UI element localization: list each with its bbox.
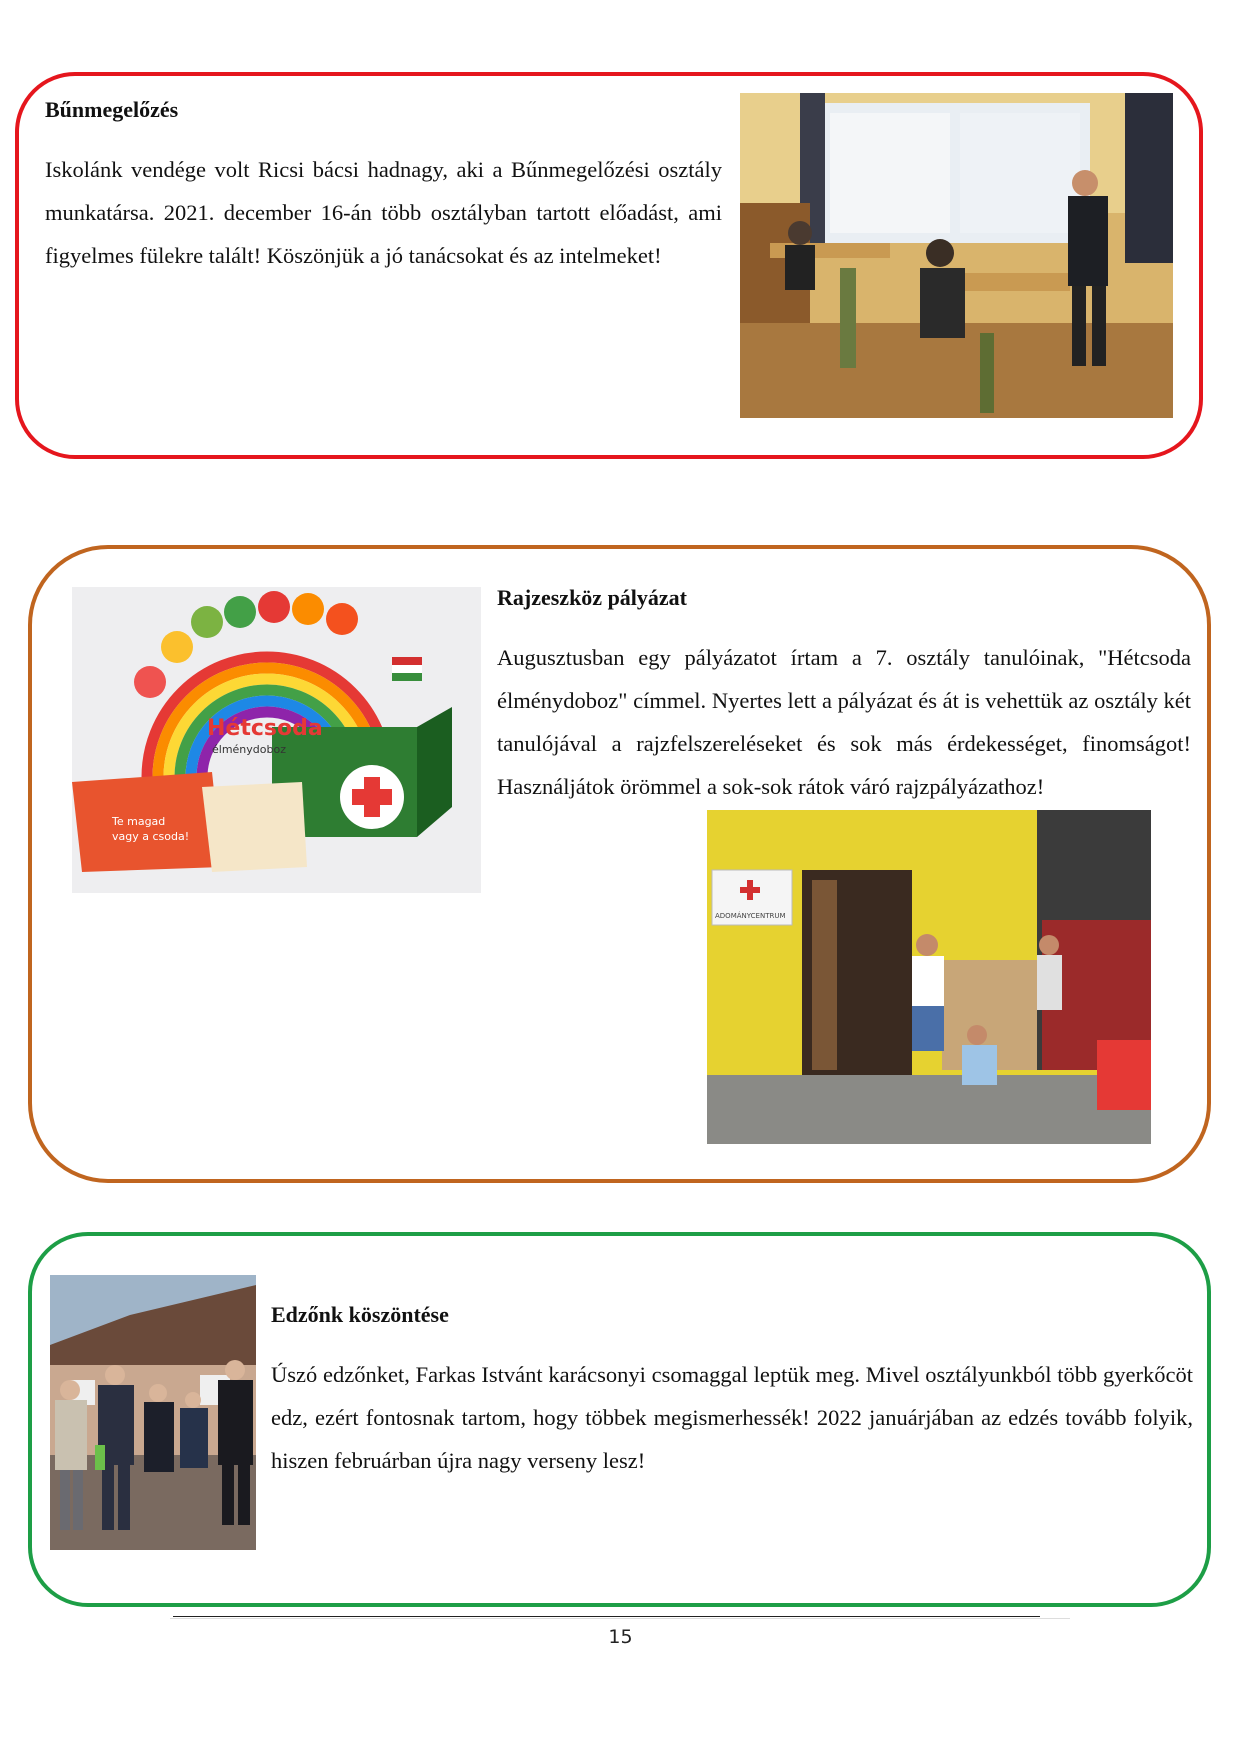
page-number: 15 [608, 1626, 633, 1648]
donation-center-sign: ADOMÁNYCENTRUM [715, 912, 786, 920]
section-heading: Rajzeszköz pályázat [497, 585, 688, 610]
section-heading: Bűnmegelőzés [45, 97, 179, 122]
section-paragraph: Úszó edzőnket, Farkas Istvánt karácsonyi csomaggal leptük meg. Mivel osztályunkból több gyerkőcöt edz, ezért fontosnak tartom, hogy többek megismerhessék! 2022 januárjában az edzés tovább folyik, hiszen februárban újra nagy verseny lesz! [271, 1362, 1193, 1473]
section-heading: Edzőnk köszöntése [271, 1302, 449, 1327]
classroom-photo [740, 93, 1173, 418]
poster-slogan-line1: Te magad [112, 815, 166, 828]
hetcsoda-poster-image [72, 587, 481, 893]
poster-subtitle-text: élménydoboz [212, 743, 286, 756]
section-paragraph: Iskolánk vendége volt Ricsi bácsi hadnagy, aki a Bűnmegelőzési osztály munkatársa. 2021. december 16-án több osztályban tartott előadást, ami figyelmes fülekre talált! Köszönjük a jó tanácsokat és az intelmeket! [45, 157, 722, 268]
poster-slogan-line2: vagy a csoda! [112, 830, 190, 843]
poster-title-text: Hétcsoda [207, 716, 323, 741]
footer-rule-faint [170, 1618, 1070, 1619]
section-paragraph: Augusztusban egy pályázatot írtam a 7. osztály tanulóinak, "Hétcsoda élménydoboz" címmel. Nyertes lett a pályázat és át is vehettük az osztály két tanulójával a rajzfelszereléseket és sok más érdekességet, finomságot! Használjátok örömmel a sok-sok rátok váró rajzpályázathoz! [497, 645, 1191, 799]
donation-center-photo [707, 810, 1151, 1144]
coach-group-photo [50, 1275, 256, 1550]
footer-rule [173, 1616, 1040, 1617]
